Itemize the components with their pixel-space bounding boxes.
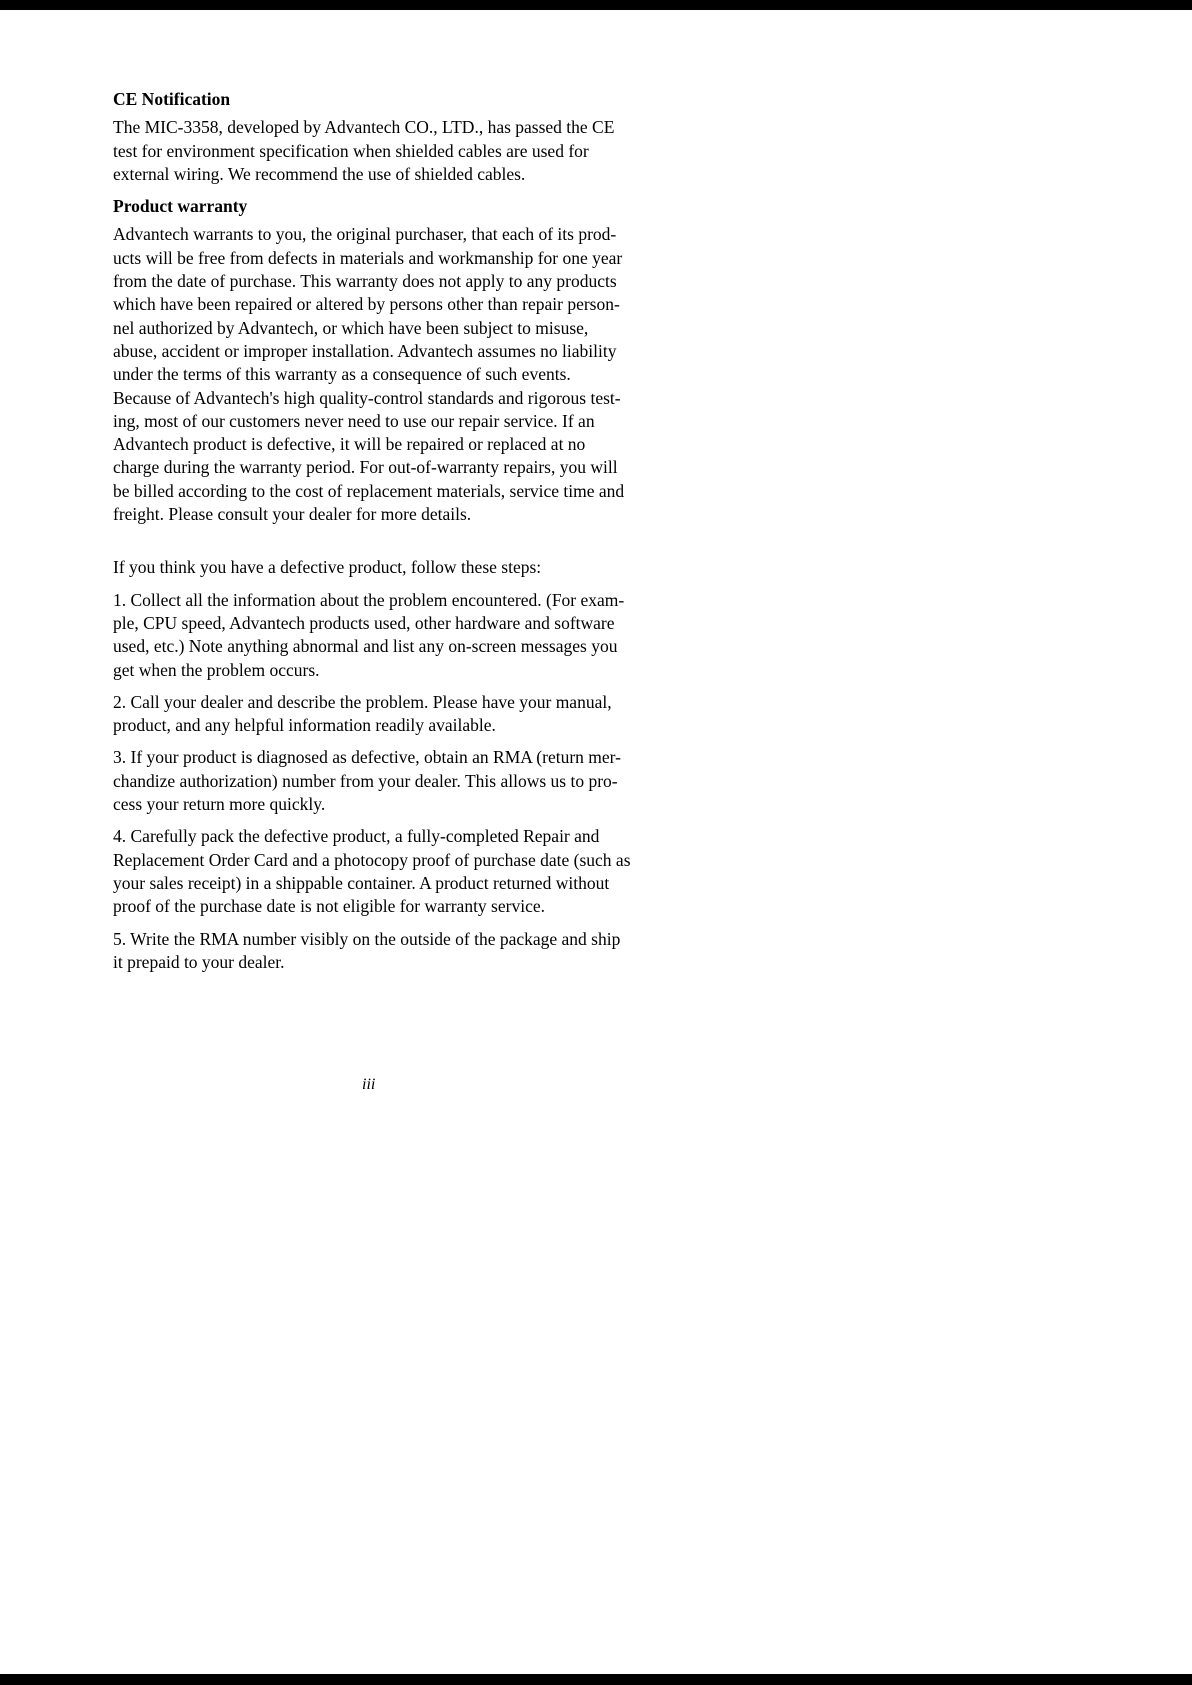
text-line: from the date of purchase. This warranty does not apply to any products — [113, 271, 617, 292]
paragraph — [113, 116, 688, 186]
page-number: iii — [362, 1076, 376, 1093]
section-heading: Product warranty — [113, 196, 248, 217]
paragraph — [113, 746, 688, 816]
text-line: freight. Please consult your dealer for more details. — [113, 504, 472, 525]
text-line: 5. Write the RMA number visibly on the outside of the package and ship — [113, 928, 621, 949]
text-line: it prepaid to your dealer. — [113, 951, 285, 972]
bottom-edge-bar — [0, 1674, 1192, 1685]
text-line: under the terms of this warranty as a consequence of such events. — [113, 364, 571, 385]
text-line: The MIC-3358, developed by Advantech CO., LTD., has passed the CE — [113, 117, 615, 138]
section-heading: CE Notification — [113, 89, 231, 109]
text-line: charge during the warranty period. For out-of-warranty repairs, you will — [113, 457, 618, 478]
text-line: 1. Collect all the information about the problem encountered. (For exam- — [113, 589, 625, 610]
text-line: ple, CPU speed, Advantech products used, other hardware and software — [113, 612, 615, 633]
paragraph — [113, 691, 688, 738]
text-line: 4. Carefully pack the defective product, a fully-completed Repair and — [113, 826, 600, 847]
paragraph — [113, 556, 688, 579]
text-line: your sales receipt) in a shippable container. A product returned without — [113, 872, 610, 893]
text-line: Replacement Order Card and a photocopy proof of purchase date (such as — [113, 849, 631, 870]
paragraph — [113, 825, 688, 918]
text-line: proof of the purchase date is not eligible for warranty service. — [113, 896, 545, 917]
text-line: abuse, accident or improper installation. Advantech assumes no liability — [113, 340, 617, 361]
text-line: If you think you have a defective product, follow these steps: — [113, 557, 542, 578]
text-line: product, and any helpful information readily available. — [113, 715, 496, 736]
text-line: cess your return more quickly. — [113, 794, 326, 815]
text-line: get when the problem occurs. — [113, 659, 320, 680]
text-line: 3. If your product is diagnosed as defective, obtain an RMA (return mer- — [113, 747, 621, 768]
text-line: ucts will be free from defects in materials and workmanship for one year — [113, 247, 623, 268]
text-line: used, etc.) Note anything abnormal and list any on-screen messages you — [113, 636, 618, 657]
document-content — [113, 88, 688, 983]
text-line: which have been repaired or altered by persons other than repair person- — [113, 294, 620, 315]
text-line: ing, most of our customers never need to use our repair service. If an — [113, 410, 595, 431]
paragraph — [113, 223, 688, 526]
text-line: 2. Call your dealer and describe the problem. Please have your manual, — [113, 691, 612, 712]
text-line: chandize authorization) number from your dealer. This allows us to pro- — [113, 770, 618, 791]
text-line: test for environment specification when shielded cables are used for — [113, 140, 589, 161]
text-line: Advantech product is defective, it will be repaired or replaced at no — [113, 434, 586, 455]
text-line: Advantech warrants to you, the original purchaser, that each of its prod- — [113, 224, 617, 245]
top-edge-bar — [0, 0, 1192, 10]
text-line: be billed according to the cost of replacement materials, service time and — [113, 480, 625, 501]
text-line: Because of Advantech's high quality-control standards and rigorous test- — [113, 387, 621, 408]
text-line: external wiring. We recommend the use of shielded cables. — [113, 163, 526, 184]
paragraph — [113, 589, 688, 682]
paragraph — [113, 928, 688, 975]
text-line: nel authorized by Advantech, or which have been subject to misuse, — [113, 317, 589, 338]
